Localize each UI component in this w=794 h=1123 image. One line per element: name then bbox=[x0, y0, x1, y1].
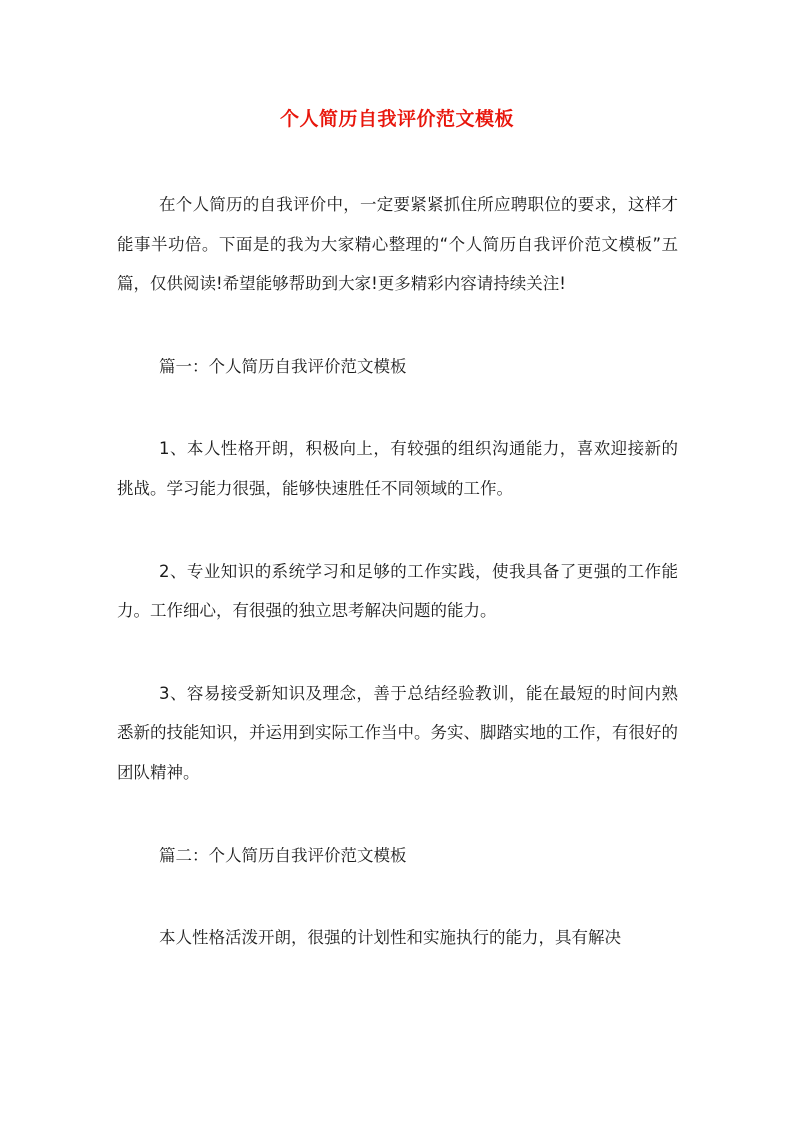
section-heading-2: 篇二：个人简历自我评价范文模板 bbox=[159, 845, 407, 865]
section-heading-1: 篇一：个人简历自我评价范文模板 bbox=[159, 356, 407, 376]
list-item-2: 2、专业知识的系统学习和足够的工作实践，使我具备了更强的工作能力。工作细心，有很强的独立思考解决问题的能力。 bbox=[117, 561, 678, 621]
document-title: 个人简历自我评价范文模板 bbox=[279, 108, 514, 130]
document-body bbox=[117, 185, 678, 1001]
list-item-1: 1、本人性格开朗，积极向上，有较强的组织沟通能力，喜欢迎接新的挑战。学习能力很强，能够快速胜任不同领域的工作。 bbox=[117, 439, 678, 498]
list-item-3: 3、容易接受新知识及理念，善于总结经验教训，能在最短的时间内熟悉新的技能知识，并运用到实际工作当中。务实、脚踏实地的工作，有很好的团队精神。 bbox=[117, 683, 678, 782]
section-2-paragraph: 本人性格活泼开朗，很强的计划性和实施执行的能力，具有解决 bbox=[159, 928, 621, 948]
intro-paragraph: 在个人简历的自我评价中，一定要紧紧抓住所应聘职位的要求，这样才能事半功倍。下面是的我为大家精心整理的“个人简历自我评价范文模板”五篇，仅供阅读!希望能够帮助到大家!更多精彩内容请持续关注! bbox=[117, 195, 678, 294]
